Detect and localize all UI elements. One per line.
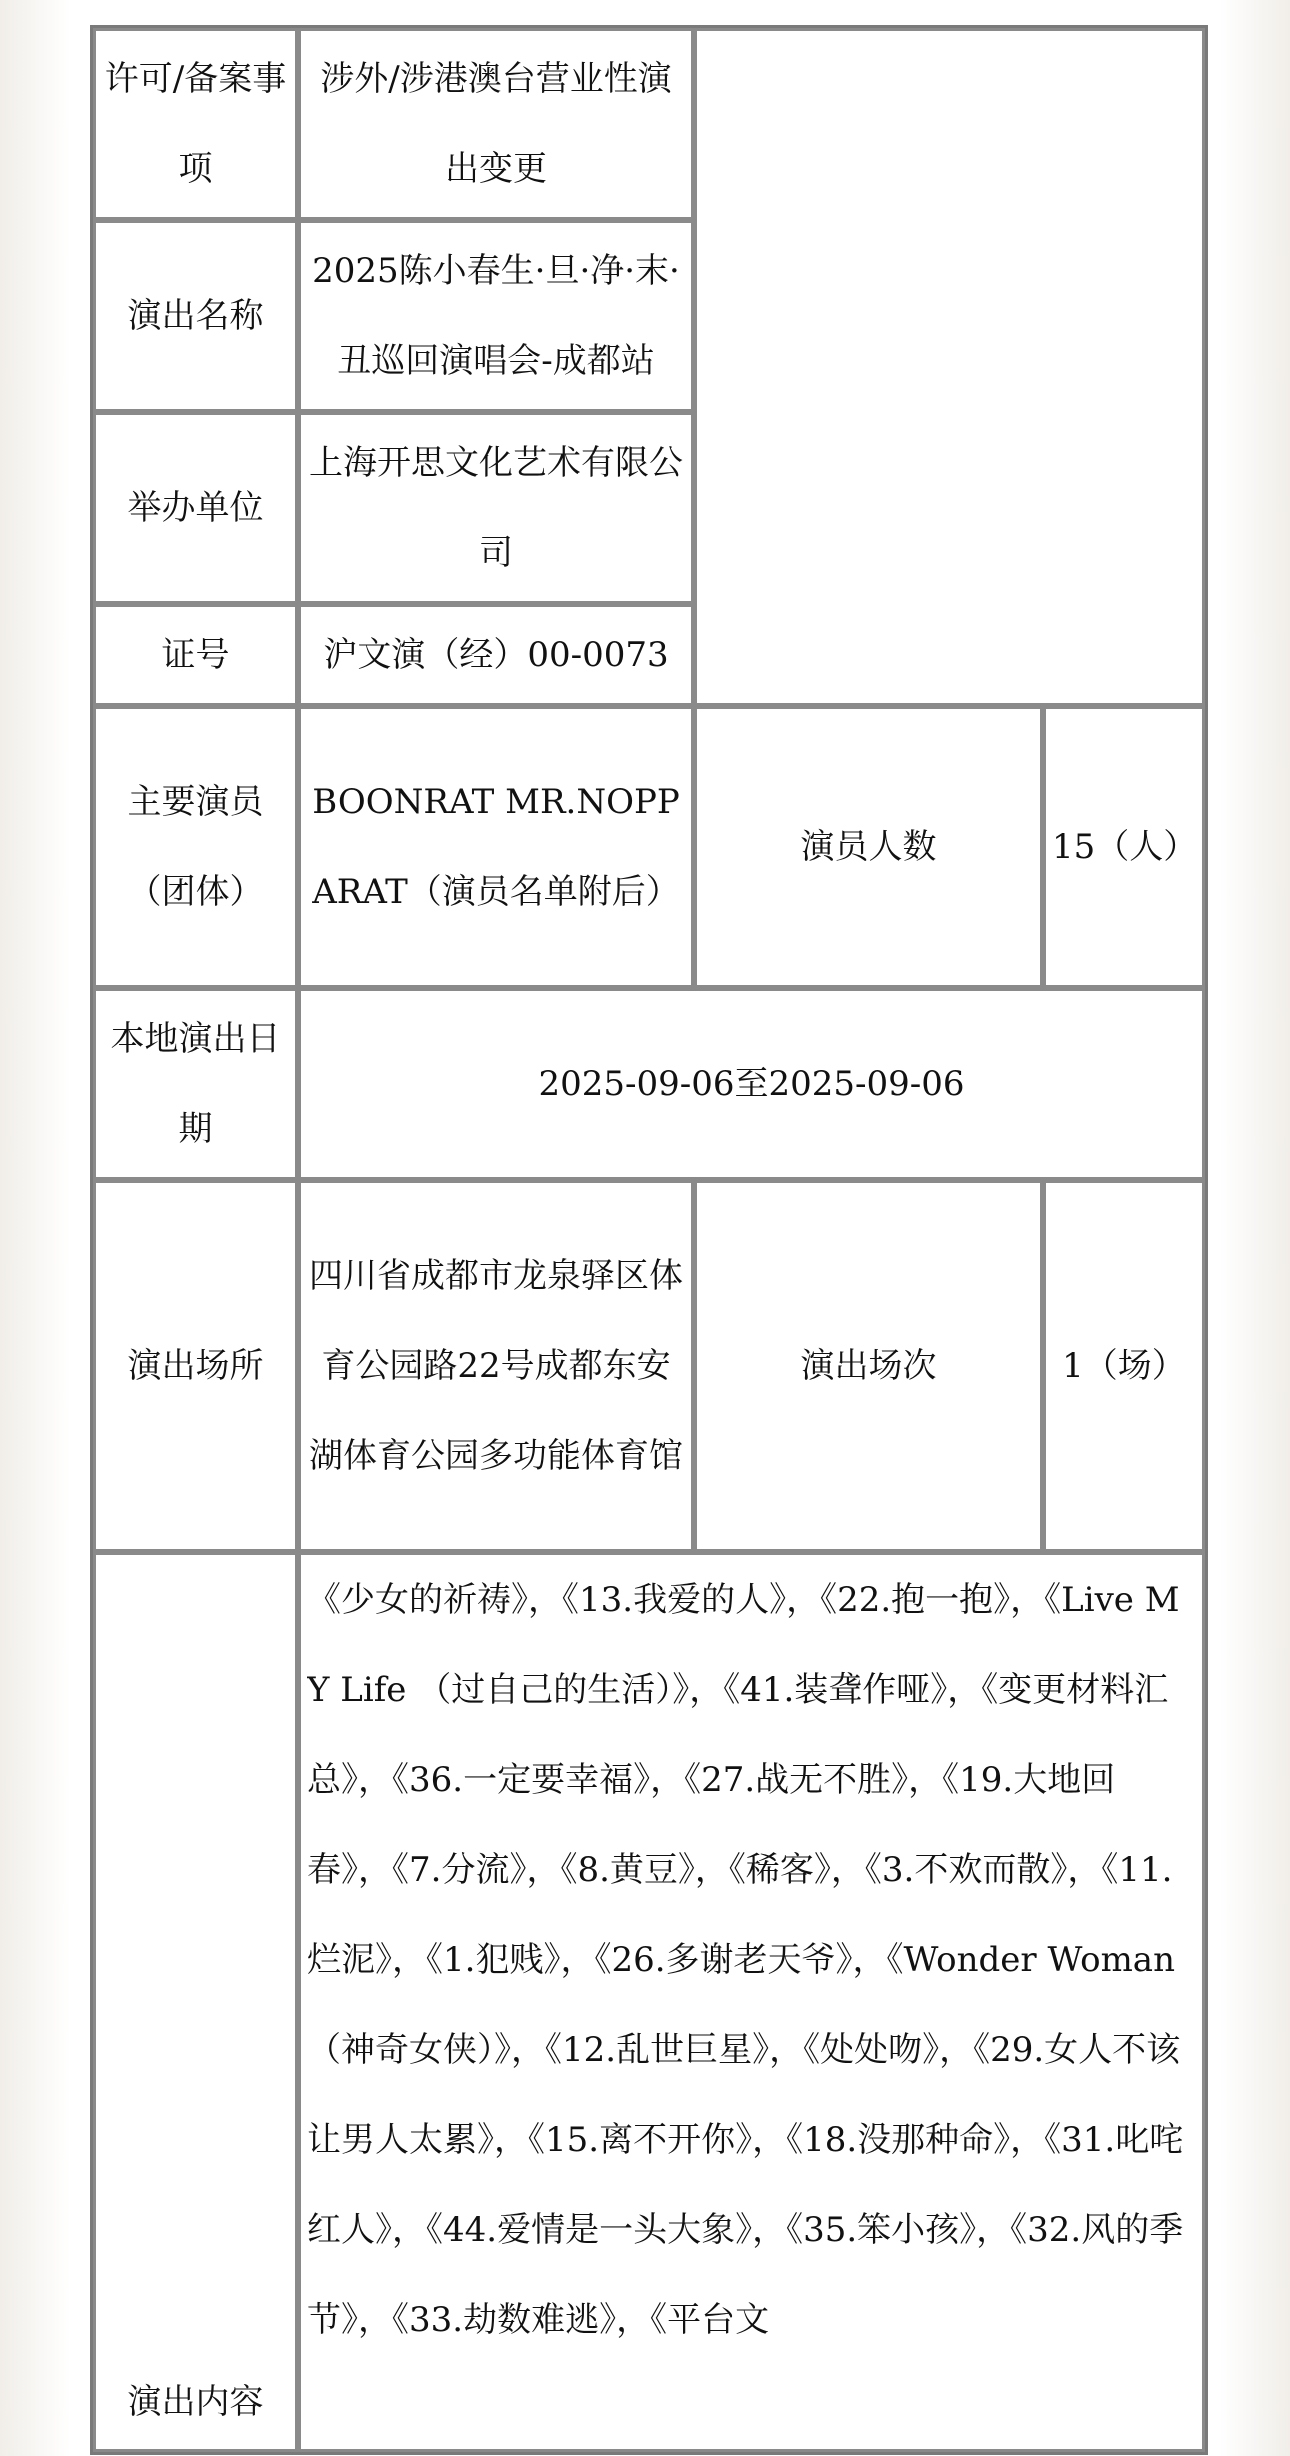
organizer-label: 举办单位	[93, 412, 298, 604]
row-venue	[93, 1180, 1205, 1552]
performer-count-label: 演员人数	[694, 706, 1043, 988]
performers-label: 主要演员（团体）	[93, 706, 298, 988]
venue-label: 演出场所	[93, 1180, 298, 1552]
show-name-label: 演出名称	[93, 220, 298, 412]
show-name-value: 2025陈小春生·旦·净·末·丑巡回演唱会-成都站	[298, 220, 694, 412]
venue-value: 四川省成都市龙泉驿区体育公园路22号成都东安湖体育公园多功能体育馆	[298, 1180, 694, 1552]
row-permit	[93, 28, 1205, 220]
organizer-value: 上海开思文化艺术有限公司	[298, 412, 694, 604]
date-value: 2025-09-06至2025-09-06	[298, 988, 1205, 1180]
performer-count-value: 15（人）	[1043, 706, 1205, 988]
date-label: 本地演出日期	[93, 988, 298, 1180]
permit-info-table	[90, 25, 1208, 2455]
license-value: 沪文演（经）00-0073	[298, 604, 694, 706]
row-performers	[93, 706, 1205, 988]
license-label: 证号	[93, 604, 298, 706]
blank-area	[694, 28, 1205, 706]
permit-label: 许可/备案事项	[93, 28, 298, 220]
permit-value: 涉外/涉港澳台营业性演出变更	[298, 28, 694, 220]
sessions-label: 演出场次	[694, 1180, 1043, 1552]
sessions-value: 1（场）	[1043, 1180, 1205, 1552]
content-value: 《少女的祈祷》，《13.我爱的人》，《22.抱一抱》，《Live MY Life （过自己的生活）》，《41.装聋作哑》，《变更材料汇总》，《36.一定要幸福》，《27.战无不胜》，《19.大地回春》，《7.分流》，《8.黄豆》，《稀客》，《3.不欢而散》，《11.烂泥》，《1.犯贱》，《26.多谢老天爷》，《Wonder Woman （神奇女侠）》，《12.乱世巨星》，《处处吻》，《29.女人不该让男人太累》，《15.离不开你》，《18.没那种命》，《31.叱咤红人》，《44.爱情是一头大象》，《35.笨小孩》，《32.风的季节》，《33.劫数难逃》，《平台文	[307, 1580, 1184, 2340]
row-date	[93, 988, 1205, 1180]
row-content	[93, 1552, 1205, 2452]
content-label-cell	[93, 1552, 298, 2452]
content-value-cell	[298, 1552, 1205, 2452]
content-label: 演出内容	[127, 2382, 264, 2422]
performers-value: BOONRAT MR.NOPPARAT（演员名单附后）	[298, 706, 694, 988]
